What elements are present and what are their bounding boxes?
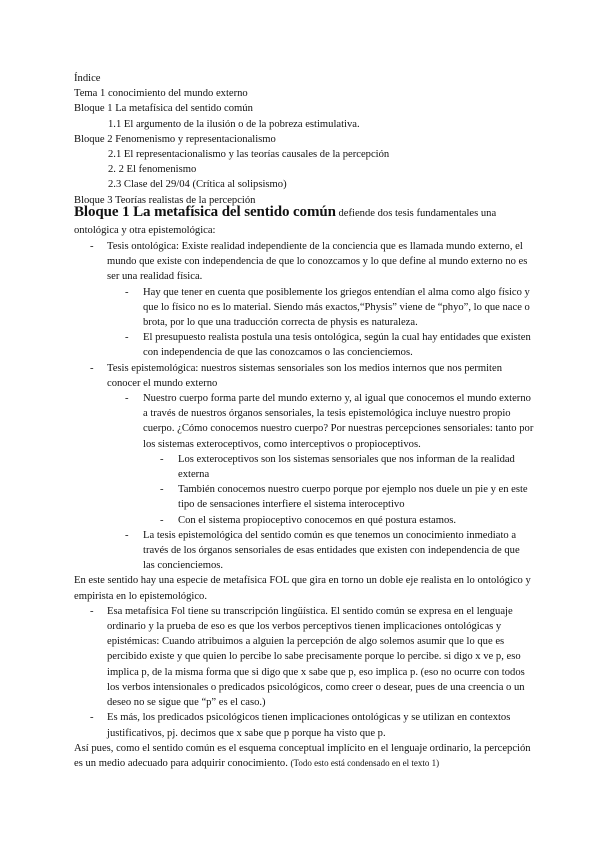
bullet-dash: - xyxy=(160,514,164,526)
list-item xyxy=(160,513,534,528)
toc-item[interactable]: 2.1 El representacionalismo y las teorías causales de la percepción xyxy=(108,149,390,161)
toc-item[interactable]: Tema 1 conocimiento del mundo externo xyxy=(74,88,248,100)
bullet-dash: - xyxy=(90,605,94,617)
epistemological-sublist xyxy=(107,391,534,573)
list-item xyxy=(160,452,534,482)
ontological-sublist xyxy=(107,285,534,361)
bullet-dash: - xyxy=(125,393,129,405)
list-item-text: Esa metafísica Fol tiene su transcripción lingüística. El sentido común se expresa en el lenguaje ordinario y la prueba de eso es que los verbos perceptivos tienen implicaciones ontológicas y epistémicas: Cuando atribuimos a alguien la percepción de algo solemos asumir que lo que es percibido existe y que quien lo percibe lo sabe precisamente porque lo percibe. si digo x ve p, eso implica p, de la misma forma que si digo que x sabe que p, eso implica p. (eso no ocurre con todos los verbos intensionales o predicados psicológicos, como creer o desear, pues de una creencia o un deseo no se sigue que “p” es el caso.) xyxy=(107,605,525,709)
toc-item[interactable]: 1.1 El argumento de la ilusión o de la pobreza estimulativa. xyxy=(108,118,360,130)
folk-metaphysics-paragraph: En este sentido hay una especie de metafísica FOL que gira en torno un doble eje realista en lo ontológico y empirista en lo epistemológico. xyxy=(74,575,531,602)
section-intro-paragraph xyxy=(74,204,534,239)
bullet-dash: - xyxy=(125,332,129,344)
list-item xyxy=(160,482,534,512)
list-item xyxy=(90,361,534,574)
toc-item[interactable]: Bloque 1 La metafísica del sentido común xyxy=(74,103,253,115)
list-item xyxy=(125,528,534,574)
toc-item[interactable]: Bloque 2 Fenomenismo y representacionalismo xyxy=(74,133,276,145)
table-of-contents xyxy=(74,71,544,208)
toc-item[interactable]: 2. 2 El fenomenismo xyxy=(108,164,197,176)
list-item-text: Es más, los predicados psicológicos tienen implicaciones ontológicas y se utilizan en contextos justificativos, pj. decimos que x sabe que p porque ha visto que p. xyxy=(107,712,511,739)
epistemological-thesis-text: Tesis epistemológica: nuestros sistemas sensoriales son los medios internos que nos permiten conocer el mundo externo xyxy=(107,362,502,389)
document-body xyxy=(74,204,534,771)
ontological-thesis-text: Tesis ontológica: Existe realidad independiente de la conciencia que es llamada mundo externo, el mundo que existe con independencia de que lo conozcamos y lo que define al mundo externo no es ser una realidad física. xyxy=(107,241,528,283)
bullet-dash: - xyxy=(160,484,164,496)
bullet-dash: - xyxy=(160,453,164,465)
list-item xyxy=(125,391,534,528)
list-item xyxy=(90,239,534,361)
bullet-dash: - xyxy=(90,362,94,374)
bullet-dash: - xyxy=(125,286,129,298)
toc-item[interactable]: Bloque 3 Teorías realistas de la percepción xyxy=(74,194,256,206)
toc-item[interactable]: 2.3 Clase del 29/04 (Crítica al solipsismo) xyxy=(108,179,287,191)
list-item xyxy=(90,710,534,740)
list-item xyxy=(125,330,534,360)
list-item xyxy=(125,285,534,331)
folk-metaphysics-list xyxy=(74,604,534,741)
toc-title: Índice xyxy=(74,73,101,84)
list-item-text: También conocemos nuestro cuerpo porque por ejemplo nos duele un pie y en este tipo de sensaciones interfiere el sistema interoceptivo xyxy=(178,484,528,511)
list-item-text: Hay que tener en cuenta que posiblemente los griegos entendían el alma como algo físico y que lo físico no es lo material. Siendo más exactos,“Physis” viene de “phyo”, lo que nace o brota, por lo que una traducción correcta de physis es naturaleza. xyxy=(143,286,530,329)
conclusion-note: (Todo esto está condensado en el texto 1) xyxy=(290,757,440,768)
sensory-systems-sublist xyxy=(143,452,534,528)
list-item-text: Con el sistema propioceptivo conocemos en qué postura estamos. xyxy=(178,514,457,526)
bullet-dash: - xyxy=(125,529,129,541)
list-item-text: El presupuesto realista postula una tesis ontológica, según la cual hay entidades que existen con independencia de que las conozcamos o las concienciemos. xyxy=(143,332,531,359)
list-item-text: La tesis epistemológica del sentido común es que tenemos un conocimiento inmediato a través de los órganos sensoriales de esas entidades que existen con independencia de que las concienciemos. xyxy=(143,529,520,572)
section-heading: Bloque 1 La metafísica del sentido común xyxy=(74,204,336,220)
bullet-dash: - xyxy=(90,712,94,724)
section-intro-text: defiende dos tesis fundamentales una ontológica y otra epistemológica: xyxy=(74,208,497,236)
list-item xyxy=(90,604,534,710)
theses-list xyxy=(74,239,534,573)
conclusion-text: Así pues, como el sentido común es el esquema conceptual implícito en el lenguaje ordinario, la percepción es un medio adecuado para adquirir conocimiento. xyxy=(74,742,531,769)
list-item-text: Los exteroceptivos son los sistemas sensoriales que nos informan de la realidad externa xyxy=(178,453,515,481)
conclusion-paragraph xyxy=(74,741,534,771)
list-item-text: Nuestro cuerpo forma parte del mundo externo y, al igual que conocemos el mundo externo a través de nuestros órganos sensoriales, la tesis epistemológica incluye nuestro propio cuerpo. ¿Cómo conocemos nuestro cuerpo? Por nuestras percepciones sensoriales: tanto por los sistemas exteroceptivos, como interceptivos o propioceptivos. xyxy=(143,393,534,450)
bullet-dash: - xyxy=(90,241,94,252)
